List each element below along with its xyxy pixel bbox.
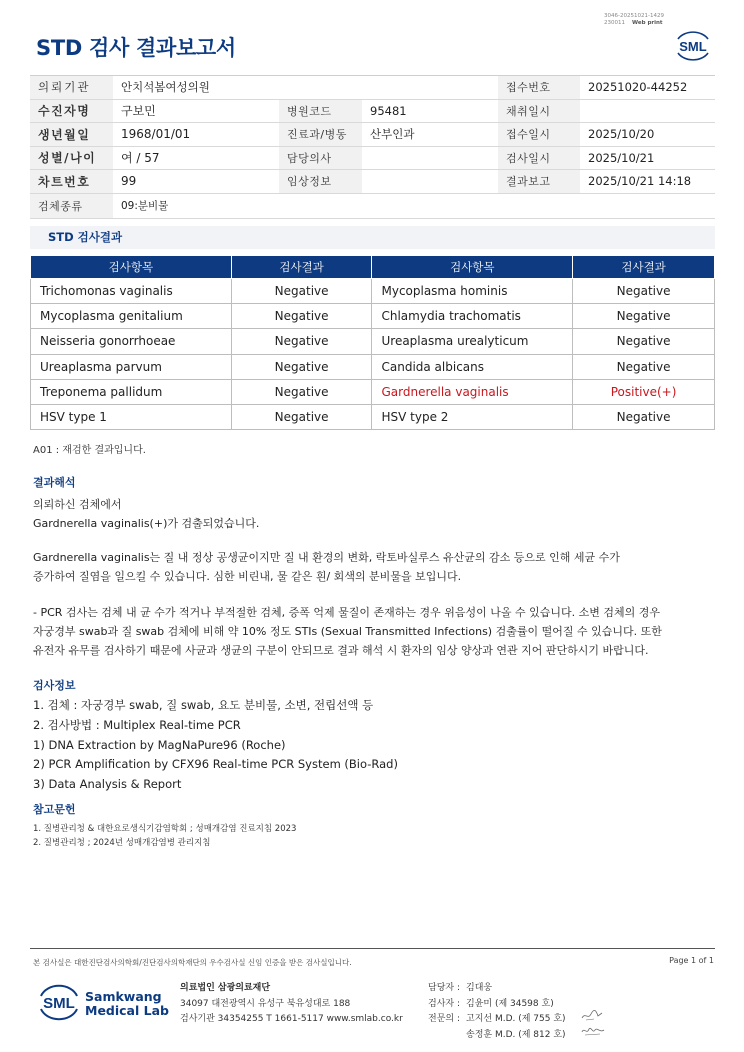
table-row — [31, 354, 715, 379]
test-item: Ureaplasma urealyticum — [372, 329, 573, 354]
test-item: Treponema pallidum — [31, 379, 232, 404]
specialist-label: 전문의 : — [428, 1014, 460, 1024]
interpretation-line: 의뢰하신 검체에서 — [33, 498, 122, 511]
test-result: Negative — [231, 354, 372, 379]
references-title: 참고문헌 — [33, 803, 76, 816]
report-date-label: 결과보고 — [498, 170, 580, 194]
document-code-line1: 3046-20251021-1429 — [604, 13, 664, 19]
sex-age-value: 여 / 57 — [113, 146, 279, 170]
specialist-name-1: 고지선 M.D. (제 755 호) — [466, 1014, 566, 1024]
receipt-no-value: 20251020-44252 — [580, 76, 715, 100]
test-info-list — [33, 696, 398, 795]
patient-info-table — [30, 75, 715, 219]
reference-line: 2. 질병관리청 ; 2024년 성매개감염병 관리지침 — [33, 838, 211, 848]
receipt-no-label: 접수번호 — [498, 76, 580, 100]
manager-label: 담당자 : — [428, 983, 460, 993]
test-item: Neisseria gonorrhoeae — [31, 329, 232, 354]
test-item-positive: Gardnerella vaginalis — [372, 379, 573, 404]
table-row — [31, 304, 715, 329]
certification-note: 본 검사실은 대한진단검사의학회/진단검사의학재단의 우수검사실 신임 인증을 받은 검사실입니다. — [33, 958, 352, 967]
test-result: Negative — [573, 354, 715, 379]
interpretation-title: 결과해석 — [33, 476, 76, 489]
interpretation-line: 자궁경부 swab과 질 swab 검체에 비해 약 10% 정도 STIs (Sexual Transmitted Infections) 검출률이 떨어질 수 있습니다. 또한 — [33, 625, 662, 638]
results-header-row — [31, 256, 715, 279]
dept-label: 진료과/병동 — [279, 123, 362, 147]
test-result: Negative — [231, 304, 372, 329]
column-header: 검사결과 — [573, 256, 715, 279]
test-result: Negative — [573, 404, 715, 429]
test-result: Negative — [573, 329, 715, 354]
lab-name-line2: Medical Lab — [85, 1003, 169, 1018]
institution-value: 안치석봄여성의원 — [113, 76, 498, 100]
table-row — [31, 279, 715, 304]
test-date-label: 검사일시 — [498, 146, 580, 170]
table-row — [31, 379, 715, 404]
test-info-title: 검사정보 — [33, 679, 76, 692]
test-result-positive: Positive(+) — [573, 379, 715, 404]
test-info-line: 1) DNA Extraction by MagNaPure96 (Roche) — [33, 737, 286, 752]
sml-logo-text: SML — [679, 39, 707, 54]
web-print-label: Web print — [632, 20, 663, 26]
page-title: STD 검사 결과보고서 — [36, 36, 236, 60]
test-item: Candida albicans — [372, 354, 573, 379]
test-result: Negative — [573, 304, 715, 329]
column-header: 검사항목 — [372, 256, 573, 279]
info-row — [30, 170, 715, 194]
table-row — [31, 404, 715, 429]
document-code — [604, 13, 664, 27]
column-header: 검사결과 — [231, 256, 372, 279]
test-item: HSV type 1 — [31, 404, 232, 429]
info-row — [30, 193, 715, 218]
staff-info — [428, 981, 566, 1043]
info-row — [30, 123, 715, 147]
collection-date-label: 채취일시 — [498, 99, 580, 123]
chart-no-label: 차트번호 — [30, 170, 113, 194]
pcr-note-paragraph — [33, 603, 662, 660]
specialist-name-2: 송정훈 M.D. (제 812 호) — [466, 1029, 566, 1040]
test-result: Negative — [231, 404, 372, 429]
report-date-value: 2025/10/21 14:18 — [580, 170, 715, 194]
dob-label: 생년월일 — [30, 123, 113, 147]
specimen-label: 검체종류 — [30, 193, 113, 218]
interpretation-line: Gardnerella vaginalis(+)가 검출되었습니다. — [33, 517, 260, 530]
collection-date-value — [580, 99, 715, 123]
page-number: Page 1 of 1 — [669, 956, 714, 965]
test-result: Negative — [231, 379, 372, 404]
clinical-info-label: 임상정보 — [279, 170, 362, 194]
test-info-line: 2. 검사방법 : Multiplex Real-time PCR — [33, 717, 241, 732]
test-result: Negative — [231, 279, 372, 304]
hospital-code-label: 병원코드 — [279, 99, 362, 123]
table-row — [31, 329, 715, 354]
test-item: Ureaplasma parvum — [31, 354, 232, 379]
references-list — [33, 822, 296, 850]
info-row — [30, 99, 715, 123]
results-section-title: STD 검사결과 — [30, 226, 715, 249]
signature-image — [580, 1024, 606, 1038]
clinical-info-value — [362, 170, 498, 194]
tester-name: 김윤미 (제 34598 호) — [466, 998, 554, 1009]
test-info-line: 2) PCR Amplification by CFX96 Real-time PCR System (Bio-Rad) — [33, 757, 398, 772]
org-contact: 검사기관 34354255 T 1661-5117 www.smlab.co.kr — [180, 1014, 403, 1024]
dob-value: 1968/01/01 — [113, 123, 279, 147]
info-row — [30, 76, 715, 100]
chart-no-value: 99 — [113, 170, 279, 194]
interpretation-summary — [33, 495, 259, 533]
test-result: Negative — [573, 279, 715, 304]
sml-logo-icon — [673, 27, 713, 63]
sml-footer-logo-icon — [37, 981, 81, 1023]
sex-age-label: 성별/나이 — [30, 146, 113, 170]
interpretation-line: Gardnerella vaginalis는 질 내 정상 공생균이지만 질 내 환경의 변화, 락토바실루스 유산균의 감소 등으로 인해 세균 수가 — [33, 551, 620, 564]
received-date-label: 접수일시 — [498, 123, 580, 147]
org-address: 34097 대전광역시 유성구 북유성대로 188 — [180, 998, 351, 1009]
test-item: HSV type 2 — [372, 404, 573, 429]
reference-line: 1. 질병관리청 & 대한요로생식기감염학회 ; 성매개감염 진료지침 2023 — [33, 824, 297, 834]
patient-name-value: 구보민 — [113, 99, 279, 123]
test-result: Negative — [231, 329, 372, 354]
retest-note: A01 : 재검한 결과입니다. — [33, 445, 146, 456]
organization-info — [180, 981, 403, 1028]
dept-value: 산부인과 — [362, 123, 498, 147]
institution-label: 의뢰기관 — [30, 76, 113, 100]
doctor-label: 담당의사 — [279, 146, 362, 170]
doctor-value — [362, 146, 498, 170]
interpretation-line: 증가하여 질염을 일으킬 수 있습니다. 심한 비린내, 물 같은 흰/ 회색의 분비물을 보입니다. — [33, 570, 462, 583]
org-name: 의료법인 삼광의료재단 — [180, 983, 271, 993]
lab-name — [85, 990, 169, 1018]
sml-footer-logo-text: SML — [43, 995, 75, 1012]
test-date-value: 2025/10/21 — [580, 146, 715, 170]
manager-name: 김대웅 — [466, 983, 493, 993]
interpretation-paragraph — [33, 548, 620, 586]
document-code-line2: 230011 — [604, 20, 625, 26]
test-item: Mycoplasma hominis — [372, 279, 573, 304]
test-item: Mycoplasma genitalium — [31, 304, 232, 329]
info-row — [30, 146, 715, 170]
specimen-value: 09:분비물 — [113, 193, 715, 218]
test-item: Trichomonas vaginalis — [31, 279, 232, 304]
lab-name-line1: Samkwang — [85, 989, 162, 1004]
tester-label: 검사자 : — [428, 998, 460, 1009]
test-info-line: 3) Data Analysis & Report — [33, 777, 182, 792]
column-header: 검사항목 — [31, 256, 232, 279]
interpretation-line: 유전자 유무를 검사하기 때문에 사균과 생균의 구분이 안되므로 결과 해석 시 환자의 임상 양상과 연관 지어 판단하시기 바랍니다. — [33, 644, 649, 657]
received-date-value: 2025/10/20 — [580, 123, 715, 147]
test-info-line: 1. 검체 : 자궁경부 swab, 질 swab, 요도 분비물, 소변, 전립선액 등 — [33, 698, 374, 712]
patient-name-label: 수진자명 — [30, 99, 113, 123]
test-item: Chlamydia trachomatis — [372, 304, 573, 329]
hospital-code-value: 95481 — [362, 99, 498, 123]
footer-divider — [30, 948, 715, 949]
results-table — [30, 255, 715, 430]
signature-image — [580, 1008, 604, 1022]
interpretation-line: - PCR 검사는 검체 내 균 수가 적거나 부적절한 검체, 증폭 억제 물질이 존재하는 경우 위음성이 나올 수 있습니다. 소변 검체의 경우 — [33, 606, 661, 619]
